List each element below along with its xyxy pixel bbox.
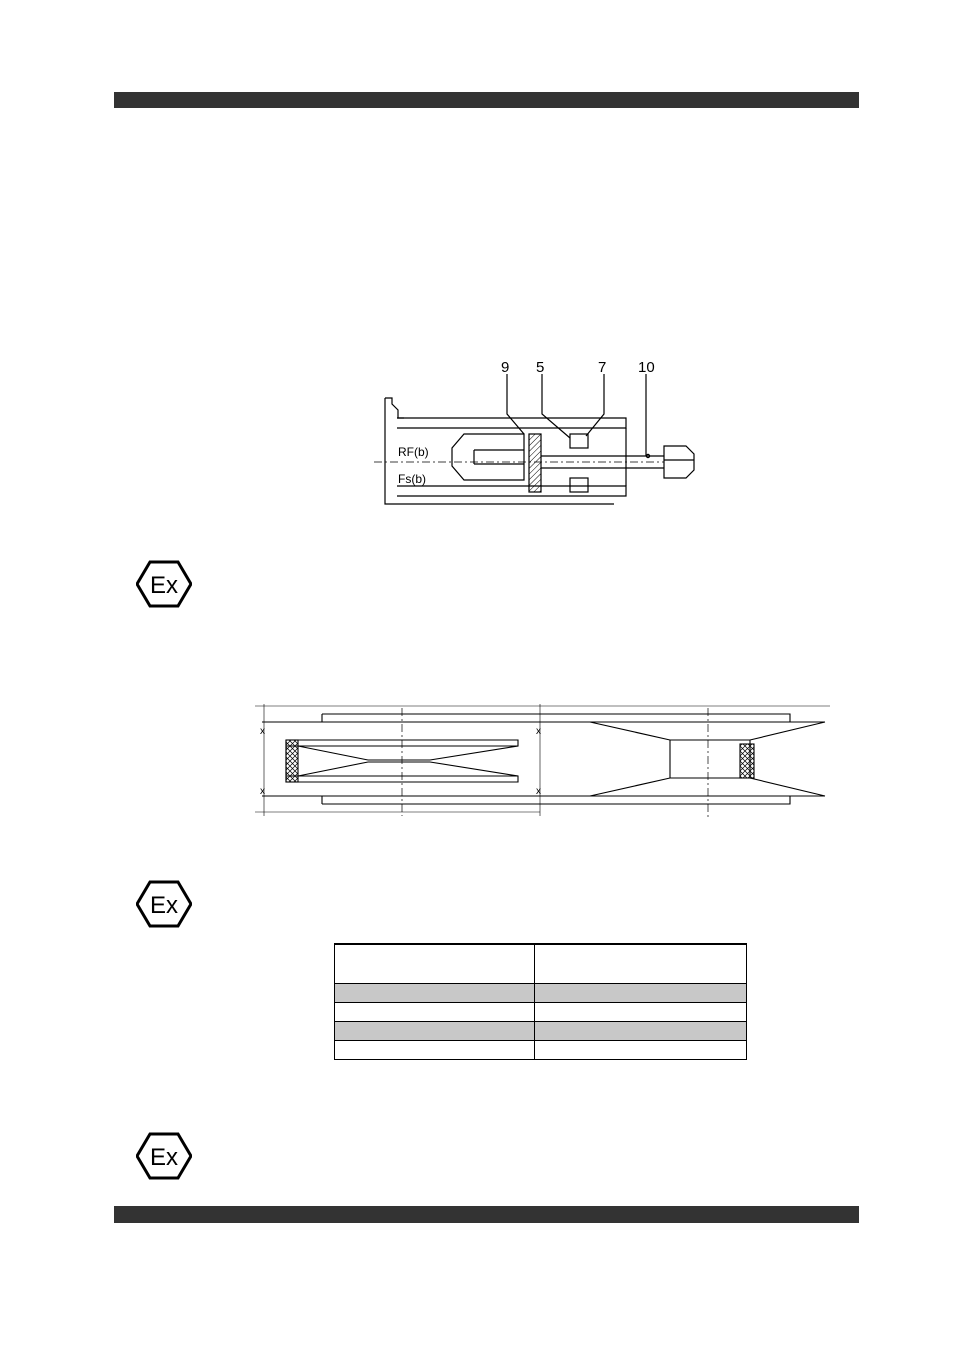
pulley-section-drawing — [364, 356, 704, 512]
table-header-cell — [535, 944, 747, 984]
table-cell — [535, 1022, 747, 1041]
dimension-x-2: x — [260, 786, 265, 797]
table-header-cell — [335, 944, 535, 984]
dimension-x-1: x — [260, 726, 265, 737]
ex-icon-text: Ex — [149, 1144, 179, 1171]
label-fs-b: Fs(b) — [398, 472, 426, 486]
ex-hazard-icon — [136, 880, 192, 928]
footer-bar — [114, 1206, 859, 1223]
pulley-alignment-drawing — [250, 696, 830, 822]
table-header-row — [335, 944, 747, 984]
table-row — [335, 1003, 747, 1022]
specification-table — [334, 943, 747, 1060]
table-row — [335, 1022, 747, 1041]
ex-hazard-icon — [136, 1132, 192, 1180]
callout-5: 5 — [536, 359, 545, 376]
dimension-x-4: x — [536, 786, 541, 797]
table-row — [335, 984, 747, 1003]
callout-9: 9 — [501, 359, 510, 376]
ex-hazard-icon — [136, 560, 192, 608]
table-cell — [335, 984, 535, 1003]
ex-icon-text: Ex — [149, 892, 179, 919]
table-cell — [535, 1041, 747, 1060]
ex-icon-text: Ex — [149, 572, 179, 599]
table-cell — [335, 1041, 535, 1060]
label-rf-b: RF(b) — [398, 445, 429, 459]
table-cell — [535, 984, 747, 1003]
callout-7: 7 — [598, 359, 607, 376]
callout-10: 10 — [638, 359, 655, 376]
header-bar — [114, 92, 859, 108]
table-row — [335, 1041, 747, 1060]
table-cell — [535, 1003, 747, 1022]
dimension-x-3: x — [536, 726, 541, 737]
table-cell — [335, 1003, 535, 1022]
table-cell — [335, 1022, 535, 1041]
